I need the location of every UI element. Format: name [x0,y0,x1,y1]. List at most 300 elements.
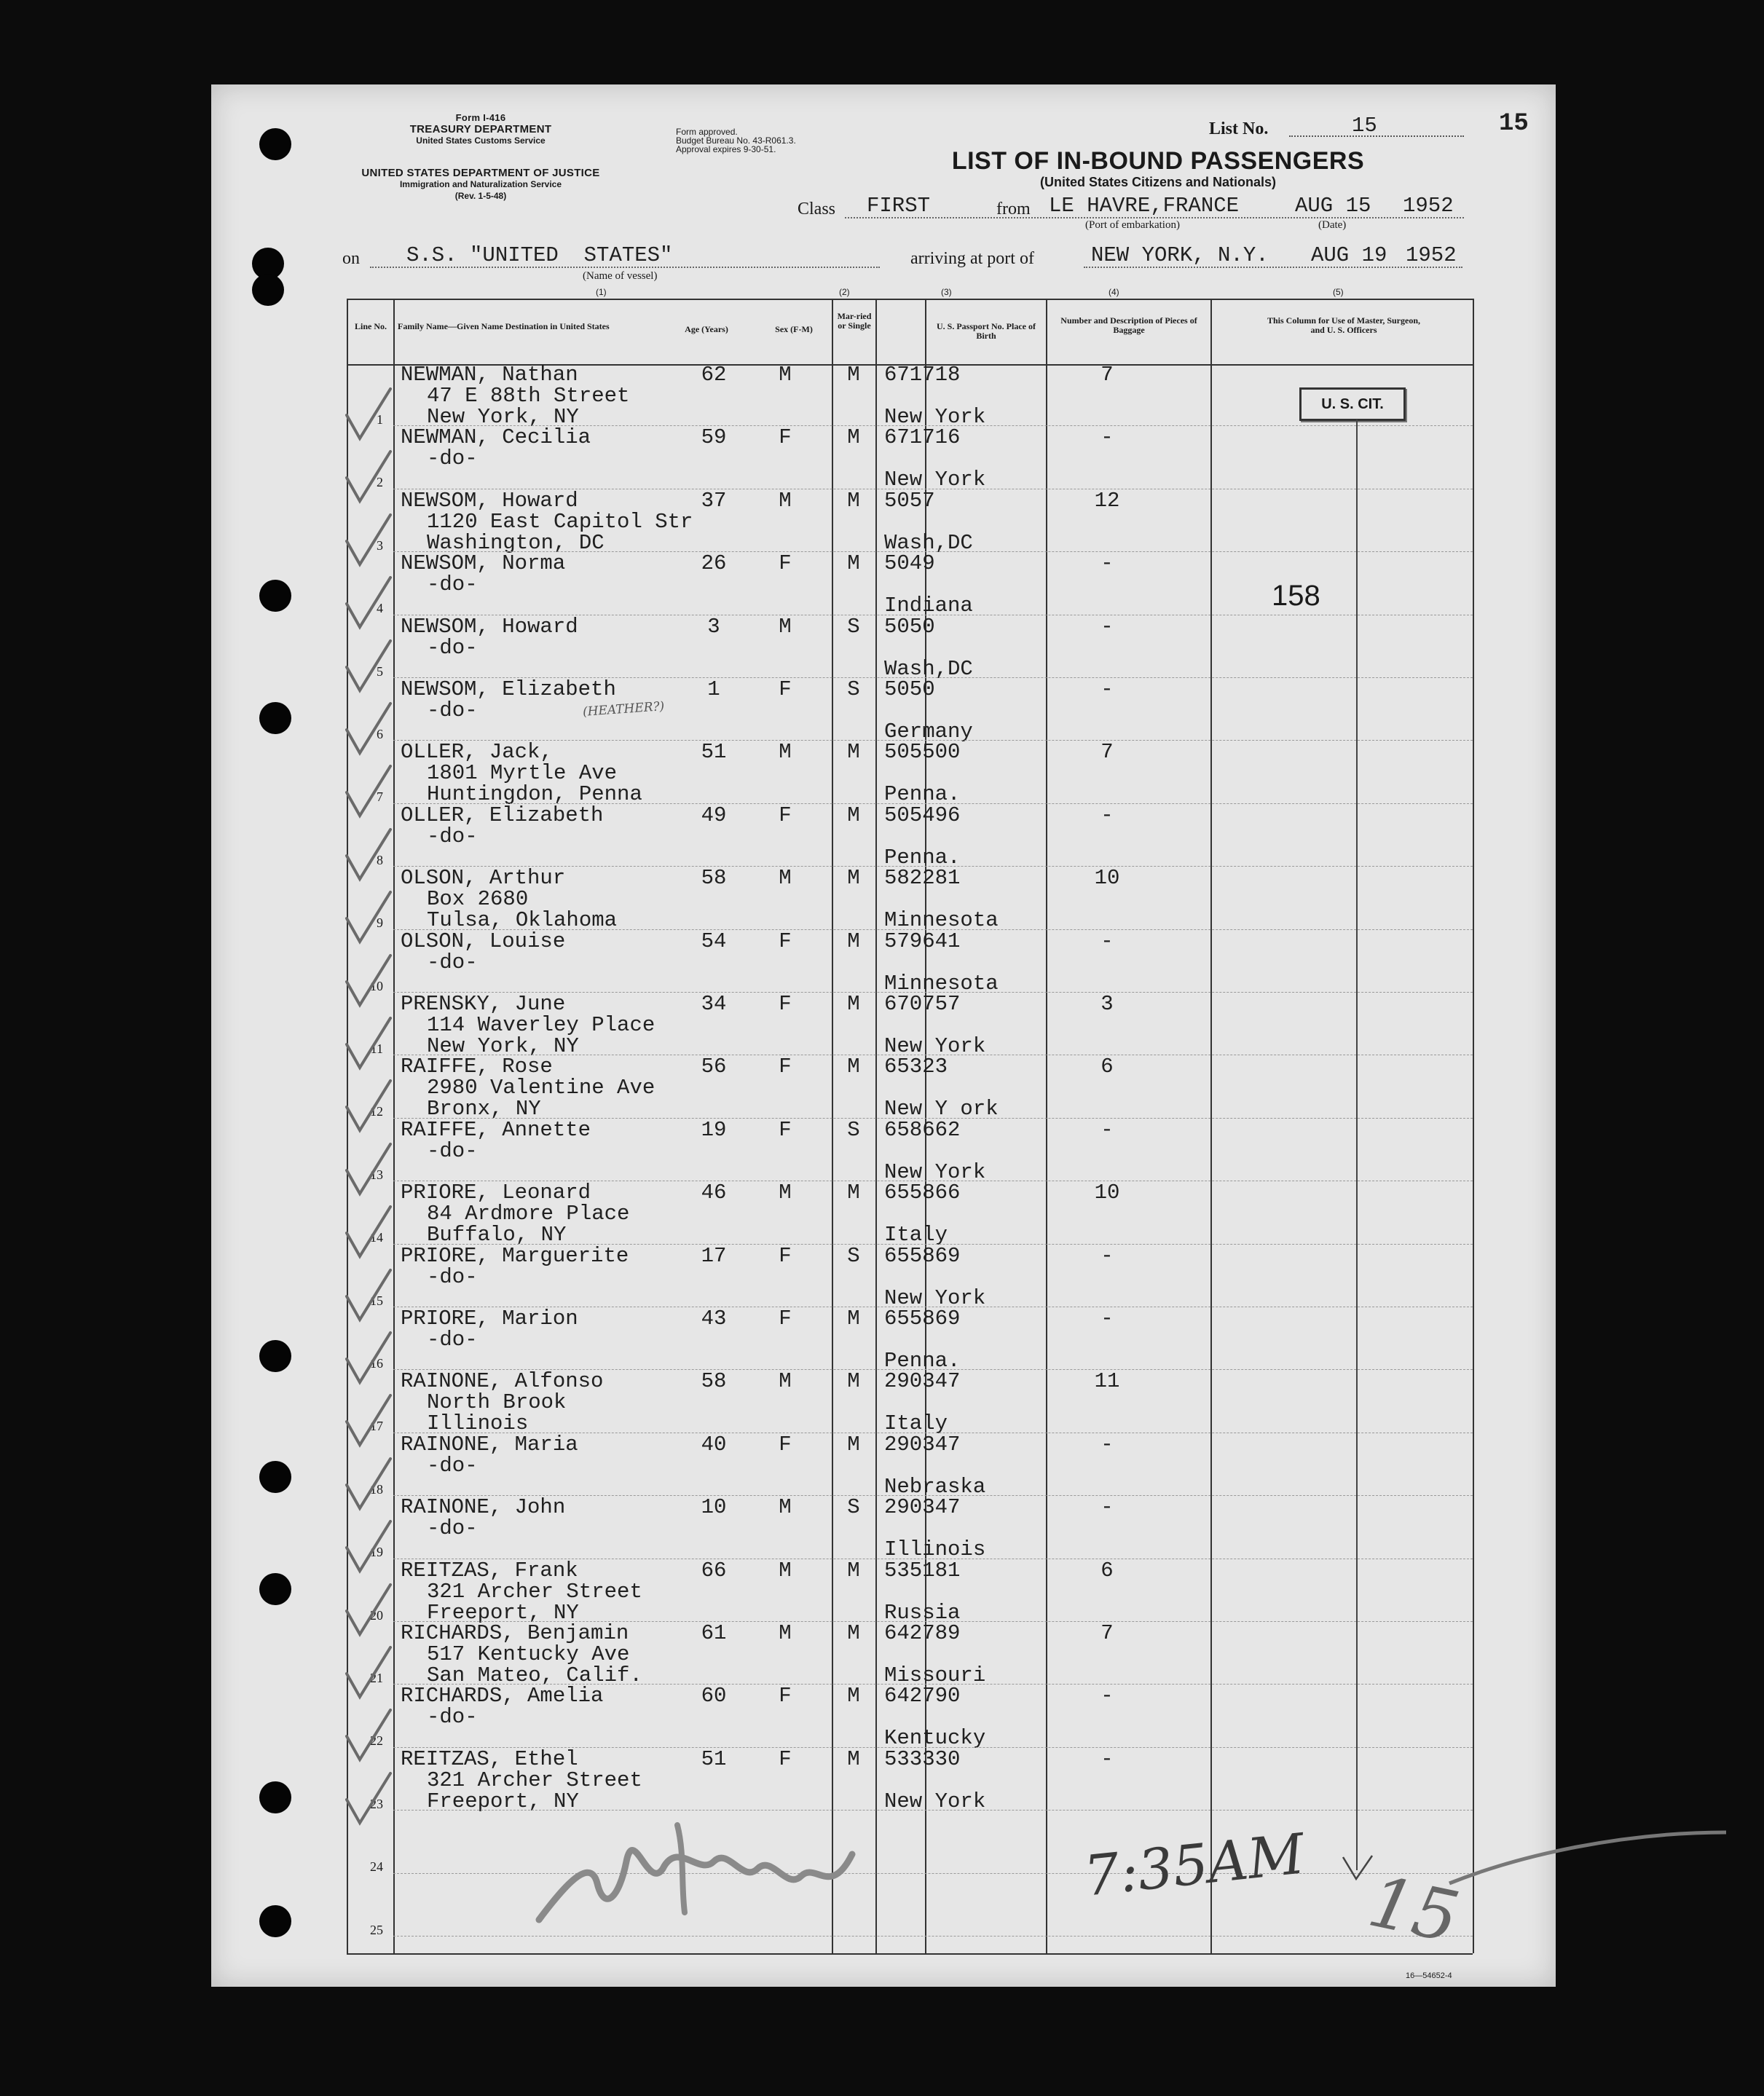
on-label: on [342,249,360,268]
date-caption: (Date) [1318,219,1347,231]
baggage-count: - [1100,614,1114,639]
header-name: Family Name—Given Name Destination in United States [398,321,610,331]
baggage-count: - [1100,929,1114,953]
col-border-right [1473,299,1474,1953]
passport-number: 582281 [884,866,961,891]
passenger-name: PRIORE, Marion [401,1307,578,1331]
place-of-birth: Russia [884,1600,961,1625]
age: 58 [701,866,727,891]
passport-number: 5049 [884,551,935,576]
line-number: 20 [370,1607,383,1623]
punch-hole [259,1781,291,1813]
sex: F [779,1307,792,1331]
col-border-sex [832,299,833,1953]
place-of-birth: Minnesota [884,908,999,933]
col-num-4: (4) [1109,287,1119,297]
line-number: 5 [377,663,383,679]
marital-status: S [847,1117,860,1142]
col-border-line [393,299,395,1953]
baggage-count: 11 [1094,1369,1120,1394]
line-number: 9 [377,915,383,931]
place-of-birth: New York [884,468,986,492]
age: 43 [701,1307,727,1331]
passenger-name: NEWMAN, Nathan [401,363,578,387]
age: 37 [701,488,727,513]
heather-note: (HEATHER?) [582,699,665,720]
passenger-name: OLSON, Arthur [401,866,566,891]
place-of-birth: New York [884,1789,986,1813]
place-of-birth: New York [884,1159,986,1184]
passenger-name: RICHARDS, Amelia [401,1684,604,1709]
punch-hole [259,1573,291,1605]
marital-status: M [847,1307,860,1331]
passenger-name: NEWSOM, Howard [401,488,578,513]
sex: F [779,1746,792,1771]
list-no-value: 15 [1352,114,1377,138]
passport-number: 655866 [884,1181,961,1205]
port-embarkation: LE HAVRE,FRANCE [1049,194,1240,218]
us-citizen-stamp: U. S. CIT. [1299,387,1406,421]
age: 17 [701,1243,727,1268]
destination-line-2: Huntingdon, Penna [427,782,642,807]
sex: F [779,992,792,1016]
table-top-border [347,299,1473,300]
marital-status: M [847,488,860,513]
marital-status: M [847,1369,860,1394]
check-mark [342,638,393,696]
line-number: 7 [377,789,383,805]
place-of-birth: Germany [884,720,973,744]
marital-status: S [847,677,860,701]
line-number: 13 [370,1167,383,1182]
ins-service: Immigration and Naturalization Service [399,179,562,189]
passenger-name: RAIFFE, Rose [401,1055,553,1079]
passport-number: 290347 [884,1369,961,1394]
marital-status: M [847,1181,860,1205]
port-arrival: NEW YORK, N.Y. [1091,243,1269,267]
destination-line-1: -do- [427,572,478,597]
header-married: Mar-ried or Single [837,311,872,331]
destination-line-1: -do- [427,824,478,848]
check-mark [342,1456,393,1514]
header-age: Age (Years) [685,324,728,334]
passport-number: 505500 [884,740,961,765]
baggage-count: - [1100,1746,1114,1771]
line-number: 12 [370,1104,383,1119]
passenger-name: RAINONE, Alfonso [401,1369,604,1394]
place-of-birth: Wash,DC [884,530,973,555]
marital-status: S [847,614,860,639]
revision: (Rev. 1-5-48) [454,191,507,201]
baggage-count: 10 [1094,1181,1120,1205]
destination-line-1: North Brook [427,1390,567,1415]
punch-hole [259,1905,291,1937]
check-mark [342,827,393,885]
header-baggage: Number and Description of Pieces of Baggage [1060,315,1197,335]
sex: F [779,1117,792,1142]
punch-hole [252,274,284,306]
check-mark [342,763,393,822]
line-number: 16 [370,1356,383,1371]
baggage-count: 7 [1100,740,1114,765]
marital-status: M [847,740,860,765]
marital-status: M [847,1432,860,1457]
destination-line-2: New York, NY [427,1034,579,1058]
place-of-birth: New York [884,1285,986,1310]
sex: M [779,740,792,765]
footer-code: 16—54652-4 [1406,1971,1452,1980]
age: 58 [701,1369,727,1394]
passenger-name: REITZAS, Frank [401,1558,578,1583]
sex: M [779,1369,792,1394]
age: 60 [701,1684,727,1709]
place-of-birth: Italy [884,1411,948,1436]
passenger-name: NEWMAN, Cecilia [401,425,591,450]
age: 62 [701,363,727,387]
line-number: 4 [377,601,383,616]
destination-line-1: -do- [427,1328,478,1352]
place-of-birth: Minnesota [884,971,999,996]
marital-status: M [847,1746,860,1771]
line-number: 22 [370,1733,383,1749]
passenger-count: 158 [1272,580,1320,612]
class-label: Class [798,200,836,218]
destination-line-1: -do- [427,635,478,660]
passport-number: 658662 [884,1117,961,1142]
destination-line-2: San Mateo, Calif. [427,1663,642,1687]
sex: M [779,363,792,387]
baggage-count: - [1100,425,1114,450]
col-num-5: (5) [1333,287,1344,297]
baggage-count: 12 [1094,488,1120,513]
baggage-count: - [1100,1432,1114,1457]
passport-number: 505496 [884,803,961,827]
sex: M [779,614,792,639]
passenger-name: REITZAS, Ethel [401,1746,578,1771]
place-of-birth: Missouri [884,1663,986,1687]
col-num-3: (3) [941,287,952,297]
check-mark [342,1392,393,1451]
form-subtitle: (United States Citizens and Nationals) [1039,175,1277,189]
passport-number: 535181 [884,1558,961,1583]
place-of-birth: Kentucky [884,1726,986,1751]
baggage-count: - [1100,1117,1114,1142]
age: 34 [701,992,727,1016]
arrival-date: AUG 19 [1311,243,1387,267]
sex: F [779,1055,792,1079]
marital-status: M [847,551,860,576]
baggage-count: - [1100,1243,1114,1268]
marital-status: S [847,1495,860,1520]
destination-line-1: 1120 East Capitol Str [427,509,693,534]
sex: M [779,1181,792,1205]
check-mark [342,1518,393,1577]
check-mark [342,386,393,444]
line-number: 1 [377,412,383,427]
passport-number: 290347 [884,1432,961,1457]
age: 66 [701,1558,727,1583]
passport-number: 5057 [884,488,935,513]
approval-line-2: Budget Bureau No. 43-R061.3. [676,135,796,146]
baggage-count: - [1100,803,1114,827]
passenger-name: NEWSOM, Norma [401,551,566,576]
line-number: 11 [370,1041,383,1056]
age: 19 [701,1117,727,1142]
destination-line-2: Bronx, NY [427,1097,541,1122]
vessel-caption: (Name of vessel) [583,270,658,282]
col-border-baggage [1046,299,1047,1953]
marital-status: M [847,1558,860,1583]
destination-line-2: Freeport, NY [427,1789,579,1813]
header-sex: Sex (F-M) [775,324,813,334]
destination-line-1: -do- [427,1453,478,1478]
from-label: from [996,200,1031,218]
table-bottom-border [347,1953,1473,1955]
destination-line-1: -do- [427,1138,478,1163]
age: 46 [701,1181,727,1205]
destination-line-1: -do- [427,1264,478,1289]
passenger-name: NEWSOM, Elizabeth [401,677,616,701]
passport-number: 533330 [884,1746,961,1771]
baggage-count: 7 [1100,1621,1114,1645]
place-of-birth: Penna. [884,845,961,870]
punch-hole [259,1461,291,1493]
place-of-birth: New York [884,405,986,429]
passenger-name: OLSON, Louise [401,929,566,953]
destination-line-2: Washington, DC [427,530,605,555]
approval-line-3: Approval expires 9-30-51. [676,144,776,154]
punch-hole [259,580,291,612]
check-mark [342,953,393,1011]
age: 61 [701,1621,727,1645]
destination-line-1: 1801 Myrtle Ave [427,761,618,786]
line-number: 23 [370,1796,383,1811]
passenger-name: RAINONE, Maria [401,1432,578,1457]
place-of-birth: Italy [884,1223,948,1248]
list-no-label: List No. [1209,119,1269,138]
sex: F [779,1432,792,1457]
margin-stroke [1435,1818,1741,1891]
line-number: 6 [377,727,383,741]
age: 3 [707,614,720,639]
vessel-name: S.S. "UNITED STATES" [406,243,673,267]
line-number: 8 [377,852,383,867]
destination-line-1: -do- [427,698,478,722]
age: 10 [701,1495,727,1520]
handwritten-signature [532,1811,881,1934]
age: 51 [701,740,727,765]
baggage-count: 7 [1100,363,1114,387]
col-border-married [875,299,877,1953]
passenger-name: NEWSOM, Howard [401,614,578,639]
destination-line-2: New York, NY [427,405,579,429]
sex: M [779,1558,792,1583]
sex: F [779,677,792,701]
destination-line-1: Box 2680 [427,887,529,912]
check-mark [342,1707,393,1765]
marital-status: M [847,425,860,450]
sex: M [779,1495,792,1520]
marital-status: M [847,1621,860,1645]
passport-number: 670757 [884,992,961,1016]
destination-line-2: Freeport, NY [427,1600,579,1625]
destination-line-1: -do- [427,1705,478,1730]
marital-status: M [847,363,860,387]
sex: F [779,1684,792,1709]
place-of-birth: Wash,DC [884,656,973,681]
line-number: 19 [370,1545,383,1560]
sex: M [779,1621,792,1645]
line-number: 2 [377,475,383,490]
destination-line-1: 84 Ardmore Place [427,1202,630,1226]
marital-status: M [847,929,860,953]
destination-line-1: -do- [427,1516,478,1541]
place-of-birth: Penna. [884,782,961,807]
arriving-label: arriving at port of [910,249,1034,268]
destination-line-1: 114 Waverley Place [427,1013,655,1037]
page-number: 15 [1499,110,1529,138]
passport-number: 5050 [884,614,935,639]
destination-line-1: 321 Archer Street [427,1579,642,1604]
header-passport: U. S. Passport No. Place of Birth [937,321,1036,341]
passenger-name: OLLER, Jack, [401,740,553,765]
place-of-birth: New York [884,1034,986,1058]
col-border-officers [1210,299,1212,1953]
check-mark [342,575,393,633]
age: 49 [701,803,727,827]
passenger-name: RAIFFE, Annette [401,1117,591,1142]
check-mark [342,449,393,507]
passport-number: 642790 [884,1684,961,1709]
passport-number: 579641 [884,929,961,953]
check-mark [342,1330,393,1388]
passenger-name: PRIORE, Marguerite [401,1243,629,1268]
destination-line-2: Illinois [427,1411,529,1436]
sex: F [779,551,792,576]
punch-hole [259,702,291,734]
passport-number: 671716 [884,425,961,450]
destination-line-1: -do- [427,950,478,974]
place-of-birth: Nebraska [884,1474,986,1499]
treasury-dept: TREASURY DEPARTMENT [409,123,552,135]
check-mark [342,1141,393,1199]
marital-status: M [847,992,860,1016]
baggage-count: 6 [1100,1558,1114,1583]
line-number: 25 [370,1922,383,1937]
destination-line-1: 47 E 88th Street [427,384,630,408]
passenger-name: RICHARDS, Benjamin [401,1621,629,1645]
sex: M [779,866,792,891]
col-num-2: (2) [839,287,850,297]
baggage-count: - [1100,1684,1114,1709]
baggage-count: 3 [1100,992,1114,1016]
stamp-arrow-line [1356,419,1358,1870]
check-mark [342,1770,393,1829]
age: 26 [701,551,727,576]
punch-hole [259,128,291,160]
manifest-page [211,84,1556,1987]
line-number: 18 [370,1481,383,1497]
baggage-count: - [1100,677,1114,701]
check-mark [342,1644,393,1703]
port-embarkation-caption: (Port of embarkation) [1085,219,1180,231]
marital-status: M [847,803,860,827]
passenger-name: RAINONE, John [401,1495,566,1520]
line-number: 14 [370,1230,383,1245]
age: 51 [701,1746,727,1771]
arrival-time-note: 7:35AM [1081,1821,1308,1909]
stamp-arrow-head [1340,1854,1377,1883]
justice-dept: UNITED STATES DEPARTMENT OF JUSTICE [361,167,600,179]
destination-line-1: 321 Archer Street [427,1768,642,1792]
age: 54 [701,929,727,953]
passport-number: 5050 [884,677,935,701]
passport-number: 655869 [884,1307,961,1331]
passport-number: 290347 [884,1495,961,1520]
baggage-count: 10 [1094,866,1120,891]
passenger-name: PRENSKY, June [401,992,566,1016]
marital-status: S [847,1243,860,1268]
place-of-birth: Indiana [884,594,973,618]
age: 1 [707,677,720,701]
line-number: 17 [370,1419,383,1434]
line-number: 24 [370,1859,383,1875]
customs-service: United States Customs Service [416,135,546,146]
row-separator [393,1936,1473,1937]
destination-line-2: Tulsa, Oklahoma [427,908,618,933]
check-mark [342,1582,393,1640]
passenger-name: OLLER, Elizabeth [401,803,604,827]
destination-line-1: 517 Kentucky Ave [427,1642,630,1666]
embark-date: AUG 15 [1295,194,1371,218]
header-officers: This Column for Use of Master, Surgeon, and U. S. Officers [1267,315,1420,335]
destination-line-1: 2980 Valentine Ave [427,1076,655,1100]
sex: M [779,488,792,513]
age: 56 [701,1055,727,1079]
approval-line-1: Form approved. [676,127,738,137]
marital-status: M [847,1684,860,1709]
check-mark [342,701,393,759]
baggage-count: 6 [1100,1055,1114,1079]
sex: F [779,425,792,450]
margin-number: 15 [1361,1860,1466,1959]
age: 40 [701,1432,727,1457]
form-title: LIST OF IN-BOUND PASSENGERS [951,147,1365,175]
sex: F [779,929,792,953]
destination-line-2: Buffalo, NY [427,1223,567,1248]
passport-number: 642789 [884,1621,961,1645]
place-of-birth: New Y ork [884,1097,999,1122]
check-mark [342,889,393,947]
arrival-year: 1952 [1406,243,1457,267]
passport-number: 671718 [884,363,961,387]
check-mark [342,512,393,570]
place-of-birth: Penna. [884,1349,961,1373]
sex: F [779,1243,792,1268]
line-number: 10 [370,978,383,993]
punch-hole [259,1340,291,1372]
destination-line-1: -do- [427,446,478,471]
check-mark [342,1078,393,1136]
baggage-count: - [1100,1307,1114,1331]
sex: F [779,803,792,827]
baggage-count: - [1100,1495,1114,1520]
line-number: 3 [377,537,383,553]
line-number: 21 [370,1671,383,1685]
check-mark [342,1267,393,1325]
form-number: Form I-416 [455,112,506,123]
line-number: 15 [370,1293,383,1308]
